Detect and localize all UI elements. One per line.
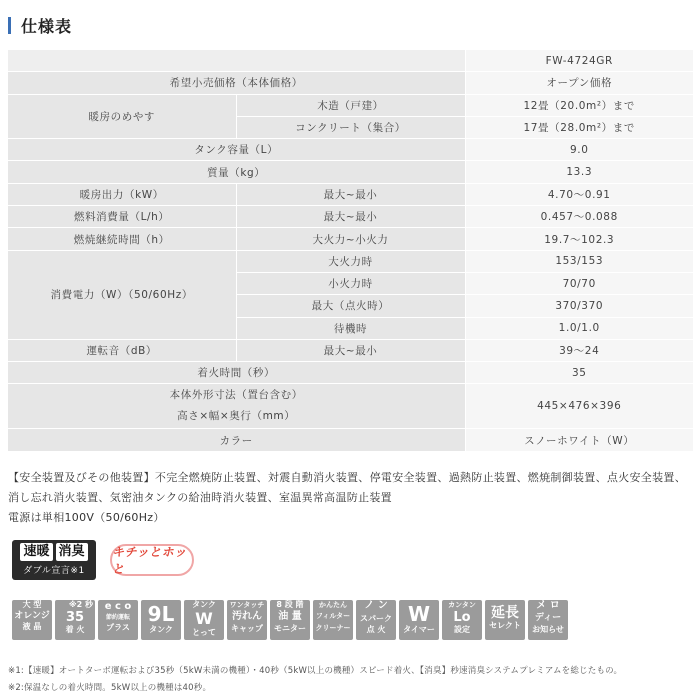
spec-table [8, 50, 693, 452]
safety-note: 【安全装置及びその他装置】不完全燃焼防止装置、対震自動消火装置、停電安全装置、過熱防止装置、燃焼制御装置、点火安全装置、消し忘れ消火装置、気密油タンクの給油時消火装置、室温異常高温防止装置 [8, 471, 686, 504]
power-standby-label: 待機時 [236, 317, 465, 339]
heating-wood-label: 木造（戸建） [236, 94, 465, 116]
price-value: オープン価格 [465, 72, 693, 94]
icon-main: 延長 [491, 605, 519, 621]
icon-line: クリーナー [315, 624, 351, 632]
section-title-bar [8, 14, 72, 36]
filter-cleaner-icon [313, 600, 353, 640]
icon-line: スパーク [360, 614, 392, 623]
power-low-label: 小火力時 [236, 272, 465, 294]
table-row-burn [8, 228, 693, 250]
power-high-label: 大火力時 [236, 250, 465, 272]
power-high-value: 153/153 [465, 250, 693, 272]
icon-line: メ ロ [536, 600, 560, 611]
section-title: 仕様表 [21, 16, 73, 36]
table-row-price [8, 72, 693, 94]
output-sub: 最大~最小 [236, 183, 465, 205]
color-label: カラー [8, 429, 465, 451]
heating-concrete-label: コンクリート（集合） [236, 116, 465, 138]
icon-line: オレンジ [14, 611, 50, 621]
fuel-value: 0.457～0.088 [465, 206, 693, 228]
icon-line: 8 段 階 [276, 600, 304, 609]
heating-wood-value: 12畳（20.0m²）まで [465, 94, 693, 116]
table-row-mass [8, 161, 693, 183]
one-touch-cap-icon [227, 600, 267, 640]
melody-notice-icon [528, 600, 568, 640]
icon-line: セレクト [489, 621, 521, 630]
icon-line: フィルター [315, 612, 351, 620]
table-row-model [8, 50, 693, 72]
price-label: 希望小売価格（本体価格） [8, 72, 465, 94]
burn-value: 19.7～102.3 [465, 228, 693, 250]
icon-line: とって [192, 628, 216, 637]
icon-line: 油 量 [278, 611, 302, 622]
table-row-noise [8, 339, 693, 361]
oil-level-monitor-icon [270, 600, 310, 640]
table-row-color [8, 429, 693, 451]
table-row-fuel [8, 206, 693, 228]
power-max-label: 最大（点火時） [236, 295, 465, 317]
icon-line: タンク [149, 625, 173, 634]
icon-line: ワンタッチ [229, 601, 265, 609]
table-row-output [8, 183, 693, 205]
lo-setting-icon [442, 600, 482, 640]
icon-line: お知らせ [532, 625, 564, 634]
table-row-tank [8, 139, 693, 161]
dims-value: 445×476×396 [465, 384, 693, 429]
power-label: 消費電力（W）（50/60Hz） [8, 250, 236, 339]
quick-deodorize-badge [12, 540, 96, 580]
heating-label: 暖房のめやす [8, 94, 236, 139]
icon-line: 液 晶 [22, 622, 42, 631]
tank-label: タンク容量（L） [8, 139, 465, 161]
burn-sub: 大火力~小火力 [236, 228, 465, 250]
icon-line: 汚れん [232, 611, 262, 622]
icon-line: 点 火 [366, 625, 386, 634]
power-supply-note: 電源は単相100V（50/60Hz） [8, 511, 165, 524]
icon-line: 着 火 [65, 625, 85, 634]
color-value: スノーホワイト（W） [465, 429, 693, 451]
9l-tank-icon [141, 600, 181, 640]
icon-main: Lo [453, 610, 471, 625]
model-header-blank [8, 50, 465, 72]
icon-line: タンク [192, 600, 216, 609]
icon-main: 9L [147, 602, 175, 626]
dims-label-line-1: 本体外形寸法（置台含む） [169, 389, 303, 402]
kichitto-hotto-text: キチッとホッと [112, 545, 187, 576]
icon-line: ※2 秒 [68, 600, 93, 609]
deodorize-chip: 消臭 [56, 543, 88, 561]
power-standby-value: 1.0/1.0 [465, 317, 693, 339]
kichitto-hotto-badge [110, 544, 194, 576]
icon-line: e c o [104, 601, 132, 612]
output-label: 暖房出力（kW） [8, 183, 236, 205]
eco-plus-icon [98, 600, 138, 640]
model-name: FW-4724GR [465, 50, 693, 72]
ignition-value: 35 [465, 362, 693, 384]
title-accent-bar [8, 17, 11, 34]
icon-line: 節約運転 [105, 614, 130, 621]
notes-block [8, 468, 694, 528]
orange-lcd-icon [12, 600, 52, 640]
quick-heat-chip: 速暖 [20, 543, 52, 561]
icon-line: かんたん [319, 601, 347, 609]
double-declaration-text: ダブル宣言※1 [23, 566, 85, 576]
table-row-dims [8, 384, 693, 429]
table-row-heating-wood [8, 94, 693, 116]
output-value: 4.70～0.91 [465, 183, 693, 205]
dims-label-line-2: 高さ×幅×奥行（mm） [177, 410, 296, 423]
icon-line: 大 型 [22, 600, 42, 609]
fuel-label: 燃料消費量（L/h） [8, 206, 236, 228]
power-max-value: 370/370 [465, 295, 693, 317]
extension-select-icon [485, 600, 525, 640]
icon-line: プラス [106, 623, 130, 632]
icon-line: キャップ [231, 624, 263, 633]
noise-value: 39～24 [465, 339, 693, 361]
icon-line: ディー [534, 613, 562, 623]
icon-main: W [407, 602, 431, 626]
tank-w-handle-icon [184, 600, 224, 640]
mass-label: 質量（kg） [8, 161, 465, 183]
feature-icons-row [12, 600, 568, 640]
ignition-label: 着火時間（秒） [8, 362, 465, 384]
footnote-1: ※1:【速暖】オートターボ運転および35秒（5kW未満の機種）・40秒（5kW以上の機種）スピード着火、【消臭】秒速消臭システムプレミアムを総じたもの。 [8, 666, 623, 676]
tank-value: 9.0 [465, 139, 693, 161]
noise-label: 運転音（dB） [8, 339, 236, 361]
footnote-2: ※2:保温なしの着火時間。5kW以上の機種は40秒。 [8, 683, 212, 693]
icon-line: 設定 [454, 625, 470, 634]
icon-line: カンタン [448, 601, 476, 609]
noise-sub: 最大~最小 [236, 339, 465, 361]
burn-label: 燃焼継続時間（h） [8, 228, 236, 250]
mass-value: 13.3 [465, 161, 693, 183]
footnotes [8, 663, 698, 697]
quick-ignition-icon [55, 600, 95, 640]
non-spark-icon [356, 600, 396, 640]
w-timer-icon [399, 600, 439, 640]
table-row-power-high [8, 250, 693, 272]
icon-main: W [195, 609, 213, 628]
icon-line: モニター [274, 624, 306, 633]
heating-concrete-value: 17畳（28.0m²）まで [465, 116, 693, 138]
power-low-value: 70/70 [465, 272, 693, 294]
icon-line: タイマー [403, 625, 435, 634]
table-row-ignition [8, 362, 693, 384]
icon-line: ノ ン [364, 600, 388, 611]
icon-main: 35 [65, 610, 85, 625]
fuel-sub: 最大~最小 [236, 206, 465, 228]
dims-label [8, 384, 465, 429]
